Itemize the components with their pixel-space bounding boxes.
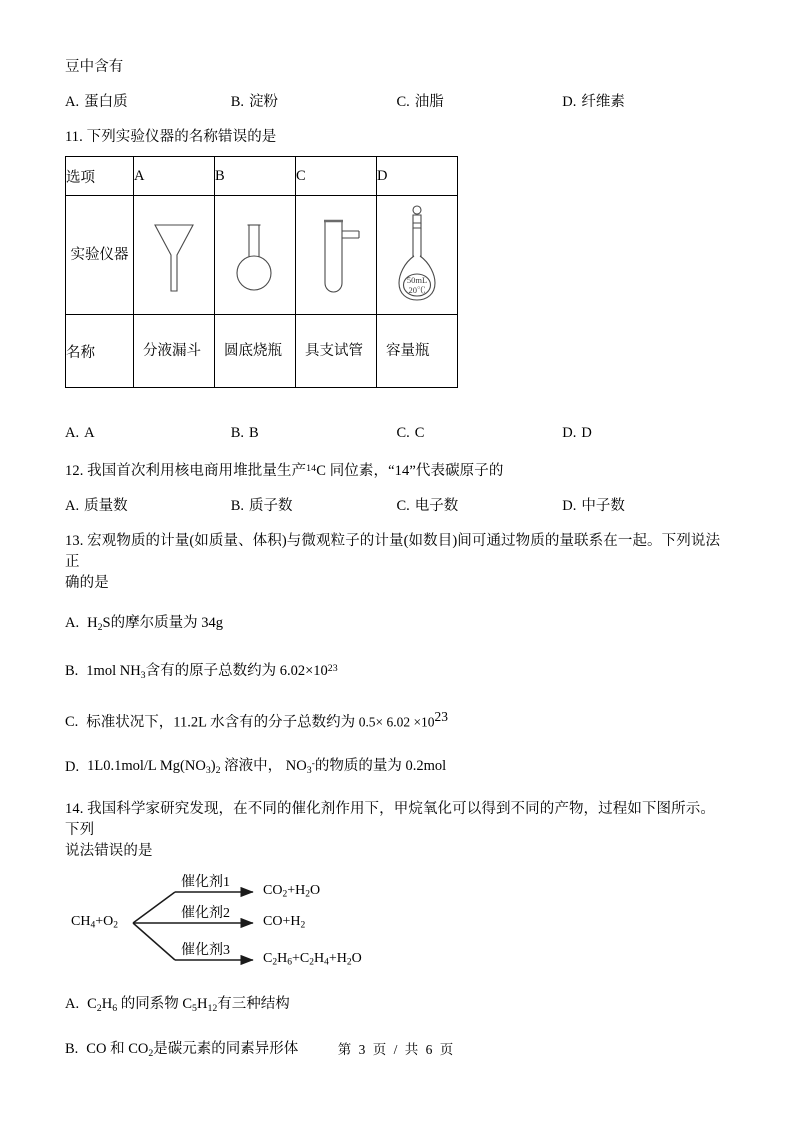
apparatus-cell-b xyxy=(215,196,296,315)
product3-h2-sub: 4 xyxy=(324,957,329,968)
q11-option-c-text: C xyxy=(414,425,425,441)
option-b-text: 淀粉 xyxy=(249,94,279,110)
page-content xyxy=(65,57,728,1084)
row-label-option: 选项 xyxy=(66,157,134,196)
q12-option-d[interactable] xyxy=(562,496,728,517)
spacer xyxy=(65,976,728,994)
q13-option-c-pre: 标准状况下，11.2L 水含有的分子总数约为 xyxy=(86,714,359,731)
reactant-ch: CH xyxy=(71,914,91,930)
q13-option-b-mid: 含有的原子总数约为 6.02×10 xyxy=(145,663,328,680)
q13-option-d-nitrate: NO xyxy=(184,758,206,775)
q13-option-b[interactable] xyxy=(65,658,728,686)
q12-option-c[interactable] xyxy=(397,496,563,517)
question-11-stem: 11. 下列实验仪器的名称错误的是 xyxy=(65,129,277,145)
table-row-names xyxy=(66,315,458,388)
q14-option-a-c2: C xyxy=(182,996,193,1013)
q12-option-a[interactable] xyxy=(65,496,231,517)
apparatus-name-a: 分液漏斗 xyxy=(134,315,215,388)
product3-o: O xyxy=(351,951,362,967)
product2-sub: 2 xyxy=(300,920,306,931)
column-header-c: C xyxy=(296,157,377,196)
column-header-d: D xyxy=(377,157,458,196)
methane-oxidation-scheme xyxy=(71,870,471,976)
q13-option-d-ion: NO xyxy=(285,758,307,775)
funnel-icon xyxy=(134,196,214,314)
option-a-text: 蛋白质 xyxy=(84,94,128,110)
option-b[interactable] xyxy=(231,92,397,113)
product3-h: H xyxy=(277,951,288,967)
q14-option-a-mid: 的同系物 xyxy=(117,996,183,1013)
q12-mass-number: 14 xyxy=(306,463,317,474)
q13-option-d-mg-sub: 2 xyxy=(215,765,221,777)
q13-option-d-nitrate-sub: 3 xyxy=(205,765,211,777)
q12-option-a-label: A. xyxy=(65,498,80,515)
product1-co: CO xyxy=(263,883,283,899)
q11-option-a[interactable] xyxy=(65,423,231,444)
scheme-product-3 xyxy=(263,951,362,968)
apparatus-table xyxy=(65,156,458,388)
question-14-stem-line2: 说法错误的是 xyxy=(65,843,153,860)
q13-option-c[interactable] xyxy=(65,706,728,734)
product3-h3: +H xyxy=(328,951,347,967)
scheme-catalyst-1: 催化剂1 xyxy=(181,875,230,891)
option-d-label: D. xyxy=(562,94,577,110)
table-row-apparatus xyxy=(66,196,458,315)
q13-option-a-formula-h: H xyxy=(87,615,98,632)
product1-co-sub: 2 xyxy=(282,889,288,900)
q11-option-c[interactable] xyxy=(397,423,563,444)
q12-option-b[interactable] xyxy=(231,496,397,517)
q13-option-a-formula-s: S xyxy=(102,615,111,632)
question-10-options xyxy=(65,92,728,113)
q13-option-b-exponent: 23 xyxy=(327,662,338,674)
product3-h-sub: 6 xyxy=(287,957,292,968)
product3-c-sub: 2 xyxy=(272,957,278,968)
q12-option-b-label: B. xyxy=(230,498,245,515)
product3-h2: H xyxy=(314,951,325,967)
q13-option-a-text: 的摩尔质量为 34g xyxy=(110,615,223,632)
spacer xyxy=(65,388,728,410)
q13-option-d-label: D. xyxy=(65,758,80,775)
product3-h3-sub: 2 xyxy=(346,957,352,968)
q14-option-a[interactable] xyxy=(65,994,728,1019)
q13-option-d[interactable] xyxy=(65,753,728,781)
option-a-label: A. xyxy=(65,94,80,110)
q13-option-b-sub-3: 3 xyxy=(140,669,146,681)
table-row-options xyxy=(66,157,458,196)
q11-option-a-text: A xyxy=(84,425,95,441)
apparatus-cell-c xyxy=(296,196,377,315)
apparatus-cell-a xyxy=(134,196,215,315)
product1-o: O xyxy=(310,883,321,899)
scheme-catalyst-3: 催化剂3 xyxy=(181,943,230,959)
q11-option-b-text: B xyxy=(249,425,259,441)
q14-option-a-h2-sub: 12 xyxy=(207,1003,218,1015)
product1-h: +H xyxy=(287,883,306,899)
scheme-product-1 xyxy=(263,883,320,900)
volumetric-flask-icon xyxy=(377,196,457,314)
q13-option-d-ion-sub: 3 xyxy=(306,765,312,777)
q14-option-a-h-sub: 6 xyxy=(112,1003,118,1015)
side-arm-test-tube-icon xyxy=(296,196,376,314)
apparatus-name-b: 圆底烧瓶 xyxy=(215,315,296,388)
q13-option-a-sub-2: 2 xyxy=(97,621,103,633)
q13-option-a[interactable] xyxy=(65,613,728,638)
product3-c2: +C xyxy=(292,951,310,967)
option-d-text: 纤维素 xyxy=(581,94,625,110)
q12-option-d-text: 中子数 xyxy=(581,498,625,515)
option-a[interactable] xyxy=(65,92,231,113)
option-d[interactable] xyxy=(562,92,728,113)
question-14-stem-line1: 14. 我国科学家研究发现，在不同的催化剂作用下，甲烷氧化可以得到不同的产物，过程如下图所示。下列 xyxy=(65,801,715,839)
q13-option-d-paren-close: ) xyxy=(210,758,216,775)
option-c-text: 油脂 xyxy=(414,94,444,110)
product3-c: C xyxy=(263,951,273,967)
q13-option-d-ion-charge: - xyxy=(311,758,315,770)
q12-stem-pre: 12. 我国首次利用核电商用堆批量生产 xyxy=(65,463,307,480)
column-header-a: A xyxy=(134,157,215,196)
q13-option-d-mid: 溶液中， xyxy=(220,758,286,775)
q11-option-d-label: D. xyxy=(562,425,577,441)
q11-option-d-text: D xyxy=(581,425,592,441)
q13-option-d-tail: 的物质的量为 0.2mol xyxy=(314,758,447,775)
spacer xyxy=(65,410,728,423)
q12-option-a-text: 质量数 xyxy=(84,498,128,515)
q14-option-a-h2: H xyxy=(196,996,208,1013)
q12-stem-mid: C 同位素，“14”代表碳原子的 xyxy=(316,463,504,480)
q14-option-a-h: H xyxy=(101,996,113,1013)
question-11-options xyxy=(65,423,728,444)
option-c-label: C. xyxy=(396,94,410,110)
q13-option-b-pre: 1mol NH xyxy=(86,663,141,680)
apparatus-cell-d xyxy=(377,196,458,315)
q14-option-a-tail: 有三种结构 xyxy=(217,996,290,1013)
scheme-product-2 xyxy=(263,914,305,931)
reactant-o: +O xyxy=(95,914,114,930)
q14-option-b-pre: CO 和 CO xyxy=(86,1041,149,1058)
q12-option-b-text: 质子数 xyxy=(249,498,293,515)
q11-option-c-label: C. xyxy=(396,425,410,441)
product2-formula: CO+H xyxy=(263,914,301,930)
q11-option-b[interactable] xyxy=(231,423,397,444)
q11-option-a-label: A. xyxy=(65,425,80,441)
q14-option-a-c-sub: 2 xyxy=(96,1003,102,1015)
q14-option-b-tail: 是碳元素的同素异形体 xyxy=(153,1041,299,1058)
volumetric-flask-temp-label: 20℃ xyxy=(408,285,426,295)
q14-option-a-c: C xyxy=(87,996,97,1013)
q14-option-a-label: A. xyxy=(65,996,80,1013)
round-bottom-flask-icon xyxy=(215,196,295,314)
q11-option-d[interactable] xyxy=(562,423,728,444)
question-12-stem xyxy=(65,458,728,482)
reactant-o-sub: 2 xyxy=(113,920,118,931)
apparatus-name-c: 具支试管 xyxy=(296,315,377,388)
option-b-label: B. xyxy=(230,94,245,110)
volumetric-flask-volume-label: 50mL xyxy=(406,275,428,285)
q14-option-a-c2-sub: 5 xyxy=(192,1003,197,1015)
q13-option-d-paren-open: ( xyxy=(180,758,185,775)
q13-option-d-pre: 1L0.1mol/L Mg xyxy=(87,758,181,775)
column-header-b: B xyxy=(215,157,296,196)
page-footer: 第 3 页 / 共 6 页 xyxy=(337,1042,456,1057)
apparatus-name-d: 容量瓶 xyxy=(377,315,458,388)
q12-option-c-label: C. xyxy=(396,498,410,515)
q13-option-c-number: 0.5× 6.02 ×10 xyxy=(358,714,435,730)
q12-option-d-label: D. xyxy=(562,498,577,515)
q14-option-b-sub: 2 xyxy=(148,1047,154,1059)
q12-option-c-text: 电子数 xyxy=(414,498,459,515)
q13-option-c-exponent: 23 xyxy=(434,708,448,724)
reactant-ch-sub: 4 xyxy=(90,920,96,931)
question-10-stem-tail: 豆中含有 xyxy=(65,59,124,75)
q14-option-b-label: B. xyxy=(65,1041,79,1058)
q13-option-c-label: C. xyxy=(65,714,79,731)
product3-c2-sub: 2 xyxy=(309,957,314,968)
q11-option-b-label: B. xyxy=(230,425,245,441)
scheme-reactant xyxy=(71,914,118,931)
row-label-name: 名称 xyxy=(66,315,134,388)
row-label-apparatus: 实验仪器 xyxy=(66,196,134,315)
question-13-stem-line2: 确的是 xyxy=(65,575,109,592)
product1-h-sub: 2 xyxy=(305,889,310,900)
question-13-stem-line1: 13. 宏观物质的计量(如质量、体积)与微观粒子的计量(如数目)间可通过物质的量联系在一起。下列说法正 xyxy=(65,533,721,571)
q13-option-b-label: B. xyxy=(65,663,79,680)
option-c[interactable] xyxy=(397,92,563,113)
scheme-catalyst-2: 催化剂2 xyxy=(181,906,230,922)
q13-option-a-label: A. xyxy=(65,615,80,632)
question-12-options xyxy=(65,496,728,517)
